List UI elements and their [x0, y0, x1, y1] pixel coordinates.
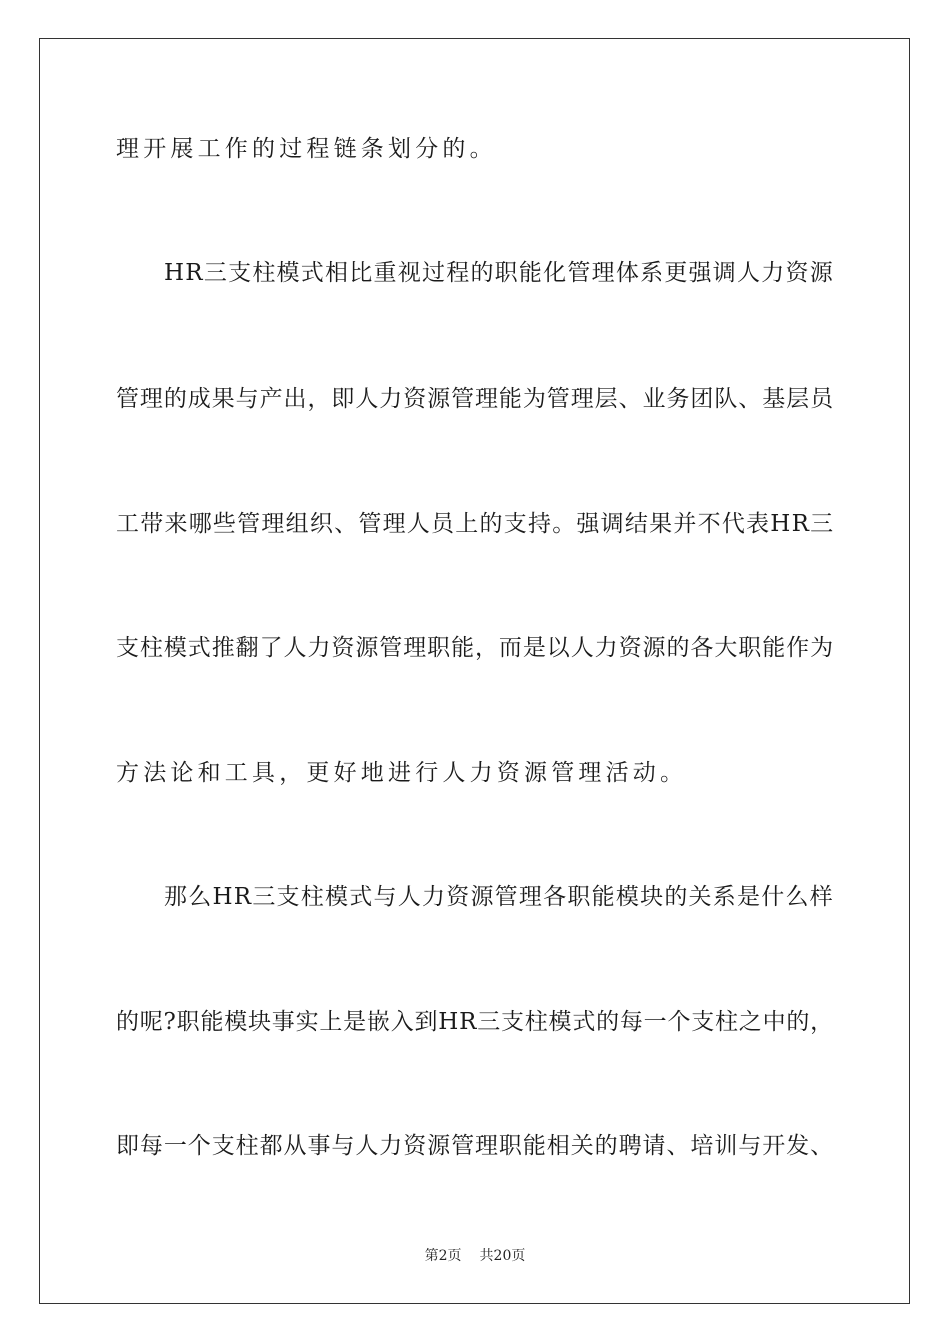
- body-text-line: 工带来哪些管理组织、管理人员上的支持。强调结果并不代表HR三: [116, 511, 835, 537]
- body-text-line: 即每一个支柱都从事与人力资源管理职能相关的聘请、培训与开发、: [116, 1133, 834, 1159]
- paragraph-first-line: 那么HR三支柱模式与人力资源管理各职能模块的关系是什么样: [164, 884, 834, 910]
- body-text-line: 理开展工作的过程链条划分的。: [116, 136, 497, 162]
- paragraph-first-line: HR三支柱模式相比重视过程的职能化管理体系更强调人力资源: [164, 260, 834, 286]
- body-text-line: 管理的成果与产出，即人力资源管理能为管理层、业务团队、基层员: [116, 386, 834, 412]
- body-text-line: 的呢?职能模块事实上是嵌入到HR三支柱模式的每一个支柱之中的，: [116, 1009, 834, 1035]
- total-pages: 共20页: [479, 1248, 526, 1264]
- body-text-line: 支柱模式推翻了人力资源管理职能，而是以人力资源的各大职能作为: [116, 635, 834, 661]
- page-number: 第2页: [424, 1248, 462, 1264]
- page-footer: [0, 1247, 950, 1265]
- body-text-line: 方法论和工具，更好地进行人力资源管理活动。: [116, 760, 688, 786]
- page-border: [39, 38, 910, 1304]
